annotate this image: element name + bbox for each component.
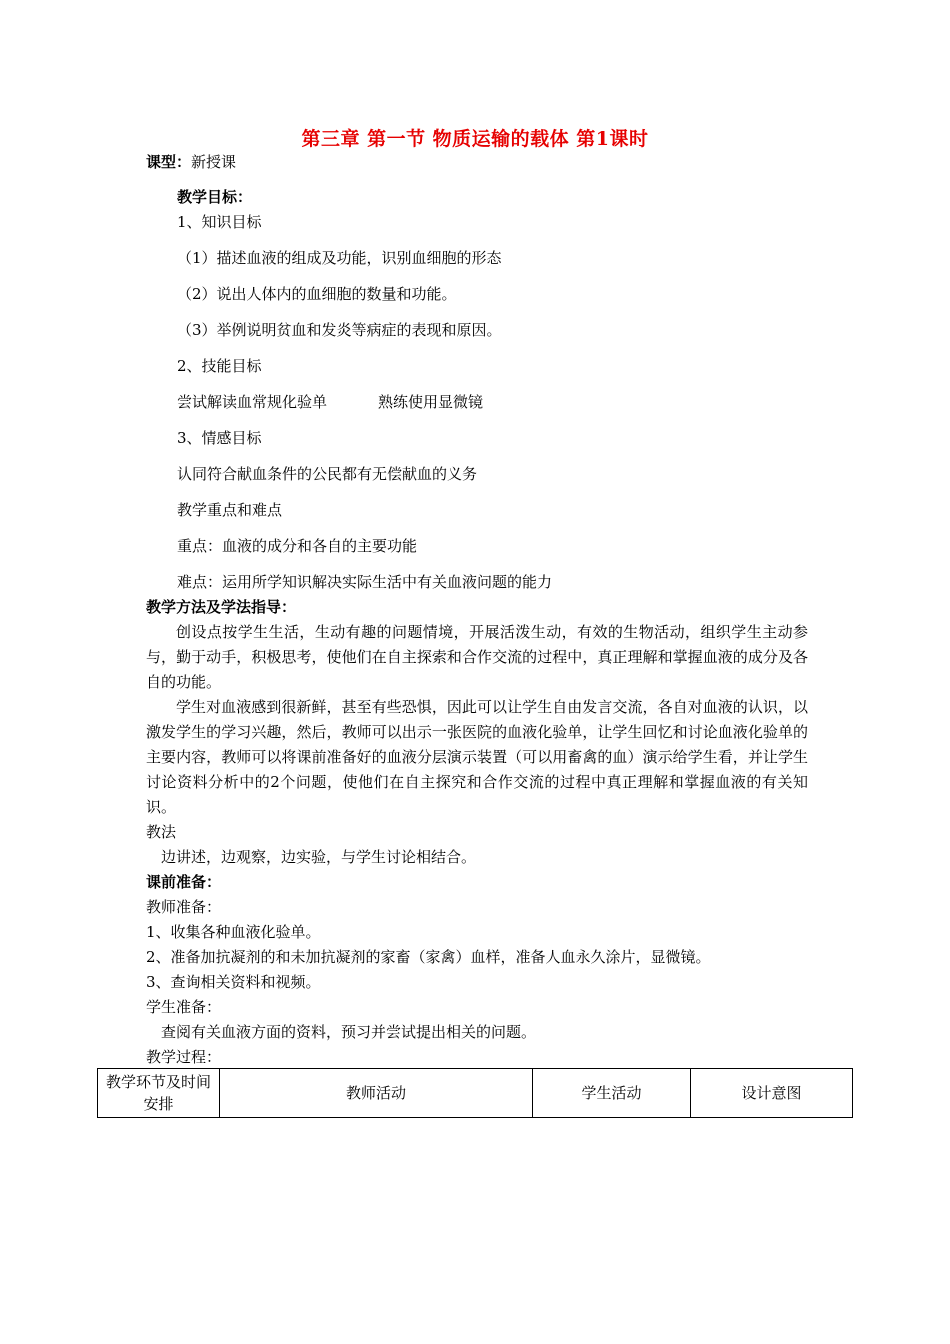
knowledge-item: （1）描述血液的组成及功能，识别血细胞的形态 bbox=[177, 249, 502, 267]
methods-paragraph: 学生对血液感到很新鲜，甚至有些恐惧，因此可以让学生自由发言交流，各自对血液的认识，以激发学生的学习兴趣，然后，教师可以出示一张医院的血液化验单，让学生回忆和讨论血液化验单的主要内容，教师可以将课前准备好的血液分层演示装置（可以用畜禽的血）演示给学生看，并让学生讨论资料分析中的2个问题，使他们在自主探究和合作交流的过程中真正理解和掌握血液的有关知识。 bbox=[146, 698, 808, 816]
table-header-cell: 教学环节及时间安排 bbox=[98, 1069, 220, 1118]
knowledge-item: （3）举例说明贫血和发炎等病症的表现和原因。 bbox=[177, 321, 502, 339]
student-prep-label: 学生准备： bbox=[146, 998, 222, 1016]
table-header-cell: 教师活动 bbox=[220, 1069, 533, 1118]
lesson-type-value: 新授课 bbox=[191, 153, 237, 171]
skill-item: 尝试解读血常规化验单 bbox=[177, 393, 328, 411]
teacher-prep-label: 教师准备： bbox=[146, 898, 222, 916]
objectives-heading: 教学目标： bbox=[177, 188, 253, 206]
skill-item: 熟练使用显微镜 bbox=[378, 393, 484, 411]
methods-heading: 教学方法及学法指导： bbox=[146, 598, 297, 616]
teaching-method-text: 边讲述，边观察，边实验，与学生讨论相结合。 bbox=[161, 848, 477, 866]
emotion-heading: 3、情感目标 bbox=[177, 429, 262, 447]
preparation-heading: 课前准备： bbox=[146, 873, 222, 891]
teacher-prep-item: 1、收集各种血液化验单。 bbox=[146, 923, 321, 941]
key-heading: 教学重点和难点 bbox=[177, 501, 283, 519]
skill-heading: 2、技能目标 bbox=[177, 357, 262, 375]
lesson-type bbox=[146, 152, 236, 172]
teacher-prep-item: 2、准备加抗凝剂的和未加抗凝剂的家畜（家禽）血样，准备人血永久涂片，显微镜。 bbox=[146, 948, 711, 966]
table-header-cell: 学生活动 bbox=[533, 1069, 691, 1118]
knowledge-heading: 1、知识目标 bbox=[177, 213, 262, 231]
teaching-method-label: 教法 bbox=[146, 823, 177, 841]
methods-paragraph: 创设点按学生生活，生动有趣的问题情境，开展活泼生动，有效的生物活动，组织学生主动参与，勤于动手，积极思考，使他们在自主探索和合作交流的过程中，真正理解和掌握血液的成分及各自的功能。 bbox=[146, 623, 808, 691]
process-table bbox=[97, 1068, 853, 1118]
emotion-text: 认同符合献血条件的公民都有无偿献血的义务 bbox=[177, 465, 478, 483]
page-title: 第三章 第一节 物质运输的载体 第1课时 bbox=[301, 128, 649, 150]
teacher-prep-item: 3、查询相关资料和视频。 bbox=[146, 973, 321, 991]
table-header-row bbox=[98, 1069, 853, 1118]
process-label: 教学过程： bbox=[146, 1048, 222, 1066]
lesson-type-label: 课型： bbox=[146, 153, 192, 171]
knowledge-item: （2）说出人体内的血细胞的数量和功能。 bbox=[177, 285, 457, 303]
difficult-point: 难点：运用所学知识解决实际生活中有关血液问题的能力 bbox=[177, 573, 553, 591]
table-header-cell: 设计意图 bbox=[691, 1069, 853, 1118]
student-prep-text: 查阅有关血液方面的资料，预习并尝试提出相关的问题。 bbox=[161, 1023, 537, 1041]
key-point: 重点：血液的成分和各自的主要功能 bbox=[177, 537, 418, 555]
